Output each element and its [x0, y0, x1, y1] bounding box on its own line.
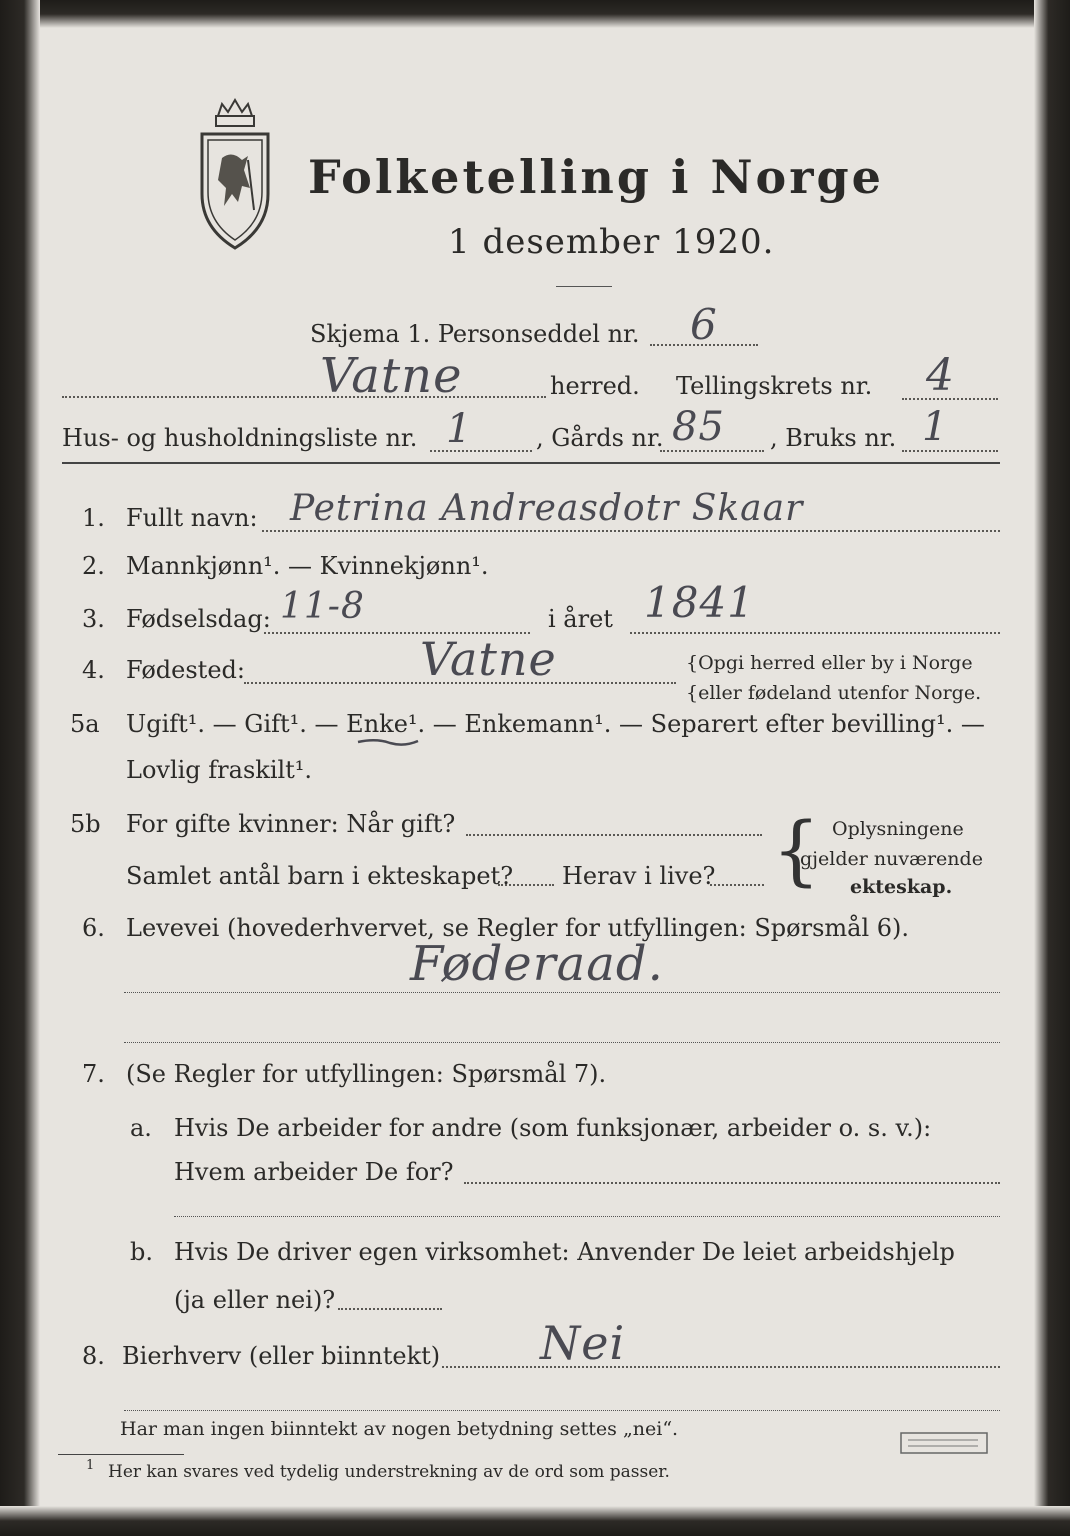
scan-border-bottom [0, 1506, 1070, 1536]
secondary-income-value: Nei [540, 1316, 626, 1370]
q5a-label: Ugift¹. — Gift¹. — Enke¹. — Enkemann¹. — Separert efter bevilling¹. — [126, 710, 985, 738]
birthday-value: 11-8 [280, 586, 365, 627]
q5b-note-line1: Oplysningene [832, 818, 964, 840]
q5b-label: For gifte kvinner: Når gift? [126, 810, 456, 838]
husholdningsliste-label: Hus- og husholdningsliste nr. [62, 424, 418, 452]
q6-label: Levevei (hovederhvervet, se Regler for utfyllingen: Spørsmål 6). [126, 914, 910, 942]
q7b-label: Hvis De driver egen virksomhet: Anvender De leiet arbeidshjelp [174, 1238, 955, 1266]
scan-border-top [0, 0, 1070, 28]
printer-stamp-icon [900, 1432, 988, 1454]
scan-border-left [0, 0, 40, 1536]
q7a-label: Hvis De arbeider for andre (som funksjonær, arbeider o. s. v.): [174, 1114, 932, 1142]
tellingskrets-value: 4 [926, 350, 955, 401]
q7-label: (Se Regler for utfyllingen: Spørsmål 7). [126, 1060, 607, 1088]
q4-note-line1: {Opgi herred eller by i Norge [686, 652, 973, 674]
personseddel-number-value: 6 [690, 300, 718, 349]
tellingskrets-label: Tellingskrets nr. [676, 372, 873, 400]
q5b-note-line2: gjelder nuværende [800, 848, 983, 870]
husholdningsliste-value: 1 [446, 406, 473, 452]
q8-note: Har man ingen biinntekt av nogen betydning settes „nei“. [120, 1418, 679, 1440]
q1-label: Fullt navn: [126, 504, 258, 532]
scan-border-right [1034, 0, 1070, 1536]
herred-value: Vatne [320, 348, 463, 404]
bruks-label: , Bruks nr. [770, 424, 897, 452]
q5b-children-label: Samlet antål barn i ekteskapet? [126, 862, 514, 890]
q4-note-line2: {eller fødeland utenfor Norge. [686, 682, 982, 704]
full-name-value: Petrina Andreasdotr Skaar [290, 488, 804, 529]
bruks-value: 1 [922, 404, 949, 450]
q2-label: Mannkjønn¹. — Kvinnekjønn¹. [126, 552, 489, 580]
q8-label: Bierhverv (eller biinntekt) [122, 1342, 441, 1370]
schema-label: Skjema 1. Personseddel nr. [310, 320, 640, 348]
birthplace-value: Vatne [420, 632, 557, 686]
q4-label: Fødested: [126, 656, 245, 684]
q7b-label-line2: (ja eller nei)? [174, 1286, 336, 1314]
census-form-page: Folketelling i Norge 1 desember 1920. Skjema 1. Personseddel nr. 6 Vatne herred. Tellingskrets nr. 4 Hus- og husholdningsliste nr. 1 , Gårds nr. 85 , Bruks nr. 1 1. Fullt navn: Petrina Andreasdotr Skaar 2. Mannkjønn¹. — Kvinnekjønn¹. 3. Fødselsdag: 11-8 i året 1841 4. Fødested: Vatne {Opgi herred eller by i Norge {eller fødeland utenfor Norge. 5a Ugift¹. — Gift¹. — Enke¹. — Enkemann¹. — Separert efter bevilling¹. — Lovlig fraskilt¹. 5b For gifte kvinner: Når gift? Samlet antål barn i ekteskapet? Herav i live? { Oplysningene gjelder nuværende ekteskap. 6. Levevei (hovederhvervet, se Regler for utfyllingen: Spørsmål 6). Føderaad. 7. (Se Regler for utfyllingen: Spørsmål 7). a. Hvis De arbeider for andre (som funksjonær, arbeider o. s. v.): Hvem arbeider De for? b. Hvis De driver egen virksomhet: Anvender De leiet arbeidshjelp (ja eller nei)? 8. Bierhverv (eller biinntekt) Nei Har man ingen biinntekt av nogen betydning settes „nei“. 1 Her kan svares ved tydelig understrekning av de ord som passer. [0, 0, 1070, 1536]
herred-label: herred. [550, 372, 640, 400]
occupation-value: Føderaad. [410, 936, 664, 992]
footnote-marker: 1 [86, 1458, 95, 1473]
norway-coat-of-arms-icon [192, 98, 278, 254]
header-rule [62, 462, 1000, 464]
census-date: 1 desember 1920. [448, 222, 775, 262]
gards-label: , Gårds nr. [536, 424, 664, 452]
q3-label: Fødselsdag: [126, 605, 271, 633]
q5b-note-line3: ekteskap. [850, 876, 953, 898]
form-title: Folketelling i Norge [308, 150, 884, 204]
birth-year-value: 1841 [644, 578, 755, 627]
title-divider [556, 286, 612, 287]
q7a-employer-label: Hvem arbeider De for? [174, 1158, 454, 1186]
gards-value: 85 [672, 404, 725, 450]
q3-year-label: i året [548, 605, 613, 633]
q5b-alive-label: Herav i live? [562, 862, 716, 890]
footnote-text: Her kan svares ved tydelig understrekning av de ord som passer. [108, 1462, 670, 1482]
q5a-label-line2: Lovlig fraskilt¹. [126, 756, 313, 784]
enke-underline-mark [356, 736, 420, 748]
